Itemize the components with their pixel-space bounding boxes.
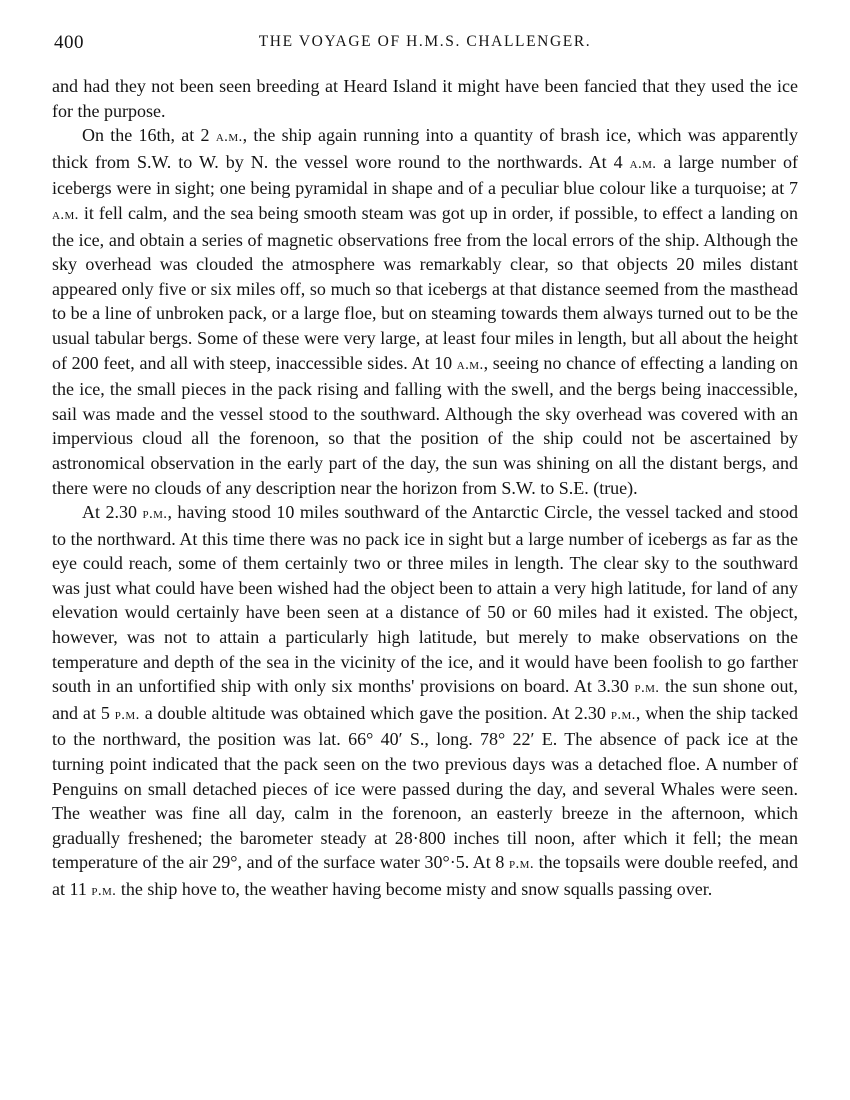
time-abbreviation: a.m. [215,129,243,146]
paragraph-16th-ice: On the 16th, at 2 a.m., the ship again running into a quantity of brash ice, which was apparently thick from S.W. to W. by N. the vessel wore round to the northwards. At 4 a.m. a large number of icebergs were in sight; one being pyramidal in shape and of a peculiar blue colour like a turquoise; at 7 a.m. it fell calm, and the sea being smooth steam was got up in order, if possible, to effect a landing on the ice, and obtain a series of magnetic observations free from the local errors of the ship. Although the sky overhead was clouded the atmosphere was remarkably clear, so that objects 20 miles distant appeared only five or six miles off, so much so that icebergs at that distance seemed from the masthead to be a line of unbroken pack, or a large floe, but on steaming towards them always turned out to be the usual tabular bergs. Some of these were very large, at least four miles in length, but all about the height of 200 feet, and all with steep, inaccessible sides. At 10 a.m., seeing no chance of effecting a landing on the ice, the small pieces in the pack rising and falling with the swell, and the bergs being inaccessible, sail was made and the vessel stood to the southward. Although the sky overhead was covered with an impervious cloud all the forenoon, so that the position of the ship could not be ascertained by astronomical observation in the early part of the day, the sun was shining on all the distant bergs, and there were no clouds of any description near the horizon from S.W. to S.E. (true). [52,125,798,498]
paragraph-continuation: and had they not been seen breeding at Heard Island it might have been fancied that they used the ice for the purpose. [52,76,798,121]
page-number: 400 [54,32,84,53]
paragraph-antarctic-circle: At 2.30 p.m., having stood 10 miles southward of the Antarctic Circle, the vessel tacked and stood to the northward. At this time there was no pack ice in sight but a large number of icebergs as far as the eye could reach, some of them certainly two or three miles in length. The clear sky to the southward was just what could have been wished had the object been to attain a very high latitude, for land of any elevation would certainly have been seen at a distance of 50 or 60 miles had it existed. The object, however, was not to attain a particularly high latitude, but merely to make observations on the temperature and depth of the sea in the vicinity of the ice, and it would have been foolish to go farther south in an unfortified ship with only six months' provisions on board. At 3.30 p.m. the sun shone out, and at 5 p.m. a double altitude was obtained which gave the position. At 2.30 p.m., when the ship tacked to the northward, the position was lat. 66° 40′ S., long. 78° 22′ E. The absence of pack ice at the turning point indicated that the pack seen on the two previous days was a detached floe. A number of Penguins on small detached pieces of ice were passed during the day, and several Whales were seen. The weather was fine all day, calm in the forenoon, an easterly breeze in the afternoon, which gradually freshened; the barometer steady at 28·800 inches till noon, after which it fell; the mean temperature of the air 29°, and of the surface water 30°·5. At 8 p.m. the topsails were double reefed, and at 11 p.m. the ship hove to, the weather having become misty and snow squalls passing over. [52,502,798,899]
page-header [52,28,798,58]
book-page [52,28,798,904]
time-abbreviation: a.m. [629,155,657,172]
running-title: THE VOYAGE OF H.M.S. CHALLENGER. [258,33,592,50]
time-abbreviation: p.m. [91,883,117,899]
time-abbreviation: a.m. [456,356,484,373]
time-abbreviation: p.m. [634,680,660,697]
time-abbreviation: p.m. [509,856,534,873]
time-abbreviation: p.m. [114,706,140,723]
time-abbreviation: p.m. [610,706,636,723]
body-text [52,74,798,904]
time-abbreviation: p.m. [142,506,168,523]
time-abbreviation: a.m. [52,206,79,223]
